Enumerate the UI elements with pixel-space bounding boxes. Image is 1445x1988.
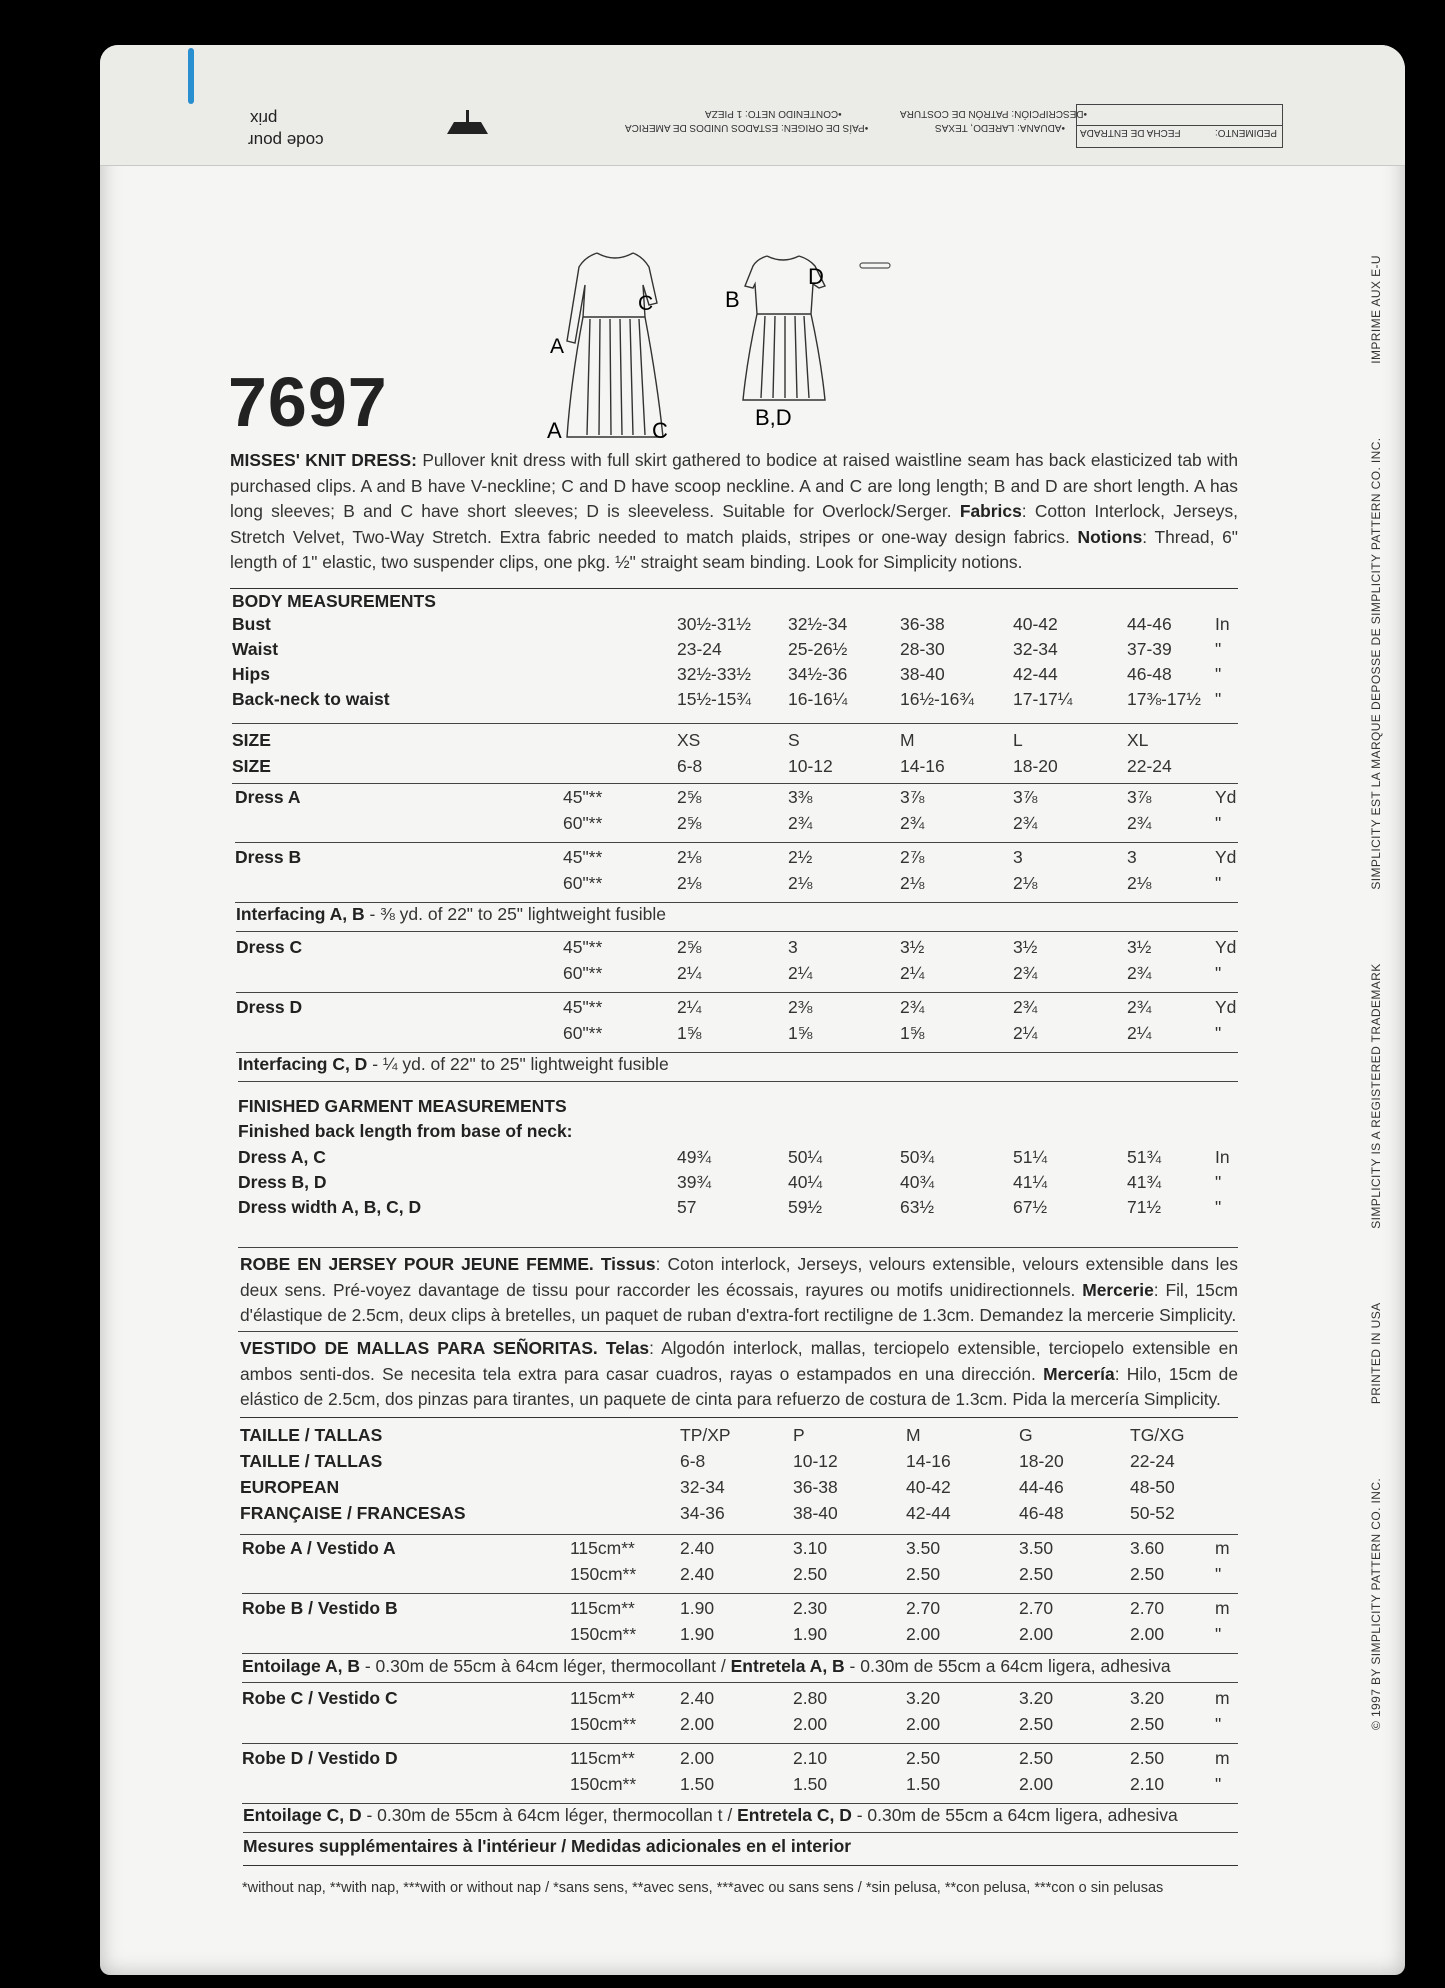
unit: Yd <box>1215 997 1237 1017</box>
interfacing-cd <box>238 1054 669 1075</box>
cell-value: 6-8 <box>680 1451 706 1471</box>
cell-value: P <box>793 1425 805 1445</box>
metric-label: Robe C / Vestido C <box>242 1688 398 1708</box>
divider-line <box>242 1682 1238 1683</box>
cell-value: 1.90 <box>680 1598 715 1618</box>
cell-value: 3 <box>1127 847 1137 867</box>
unit: In <box>1215 1147 1230 1167</box>
cell-value: 2.70 <box>1019 1598 1054 1618</box>
body-row-label: Back-neck to waist <box>232 689 390 709</box>
cell-value: 34-36 <box>680 1503 725 1523</box>
cell-value: XL <box>1127 730 1149 750</box>
notions-label: Notions <box>1077 526 1143 547</box>
cell-value: 2⅜ <box>788 997 813 1017</box>
divider-line <box>242 1593 1238 1594</box>
cell-value: 36-38 <box>900 614 945 634</box>
body-row-label: Waist <box>232 639 279 659</box>
cell-value: 32½-34 <box>788 614 848 634</box>
unit: Yd <box>1215 787 1237 807</box>
cell-value: 18-20 <box>1013 756 1058 776</box>
cell-value: 3.50 <box>906 1538 941 1558</box>
french-description <box>240 1252 1238 1329</box>
cell-value: 2⅛ <box>677 873 702 893</box>
cell-value: 14-16 <box>906 1451 951 1471</box>
cell-value: 50¾ <box>900 1147 935 1167</box>
cell-value: 2¾ <box>1127 963 1152 983</box>
body-row-label: Hips <box>232 664 270 684</box>
cell-value: 3½ <box>1127 937 1152 957</box>
cell-value: 46-48 <box>1127 664 1172 684</box>
fabric-width: 60"** <box>563 873 603 893</box>
cell-value: 2.50 <box>793 1564 828 1584</box>
cell-value: 3½ <box>900 937 925 957</box>
unit: Yd <box>1215 937 1237 957</box>
cell-value: 2½ <box>788 847 813 867</box>
divider-line <box>243 1832 1238 1833</box>
cell-value: 6-8 <box>677 756 703 776</box>
unit: " <box>1215 689 1222 709</box>
unit: m <box>1215 1598 1230 1618</box>
cell-value: 50-52 <box>1130 1503 1175 1523</box>
cell-value: 2.50 <box>1130 1748 1165 1768</box>
unit: m <box>1215 1538 1230 1558</box>
cell-value: 2.10 <box>793 1748 828 1768</box>
cell-value: 36-38 <box>793 1477 838 1497</box>
cell-value: 40¾ <box>900 1172 935 1192</box>
yardage-label: Dress C <box>236 937 303 957</box>
divider-line <box>235 842 1238 843</box>
cell-value: 2¼ <box>1127 1023 1152 1043</box>
cell-value: 2¾ <box>1013 963 1038 983</box>
metric-label: Robe D / Vestido D <box>242 1748 398 1768</box>
cell-value: 3.20 <box>1019 1688 1054 1708</box>
unit: " <box>1215 1624 1222 1644</box>
cell-value: 2.00 <box>1130 1624 1165 1644</box>
fabric-width: 150cm** <box>570 1774 637 1794</box>
cell-value: 2.00 <box>1019 1624 1054 1644</box>
fabric-width: 45"** <box>563 937 603 957</box>
spanish-merceria-text: : Hilo, 15cm de elástico de 2.5cm, dos pinzas para tirantes, un paquete de cinta para refuerzo de costura de 1.3cm. Pida la mercería Simplicity. <box>240 1363 1238 1409</box>
cell-value: 2¾ <box>1127 813 1152 833</box>
cell-value: 3⅞ <box>1013 787 1038 807</box>
cell-value: 23-24 <box>677 639 722 659</box>
unit: m <box>1215 1688 1230 1708</box>
cell-value: 46-48 <box>1019 1503 1064 1523</box>
taille-row-label: FRANÇAISE / FRANCESAS <box>240 1503 466 1523</box>
cell-value: 41¾ <box>1127 1172 1162 1192</box>
divider-line <box>238 1081 1238 1082</box>
cell-value: 22-24 <box>1130 1451 1175 1471</box>
cell-value: L <box>1013 730 1023 750</box>
french-mercerie-text: : Fil, 15cm d'élastique de 2.5cm, deux clips à bretelles, un paquet de ruban d'extra-fort rectiligne de 1.3cm. Demandez la mercerie Simplicity. <box>240 1279 1239 1325</box>
cell-value: 38-40 <box>793 1503 838 1523</box>
flap-aduana: •ADUANA: LAREDO, TEXAS <box>935 122 1066 133</box>
interfacing-cd-label: Interfacing C, D <box>238 1054 368 1074</box>
divider-line <box>235 902 1238 903</box>
cell-value: 22-24 <box>1127 756 1172 776</box>
spanish-telas-text: : Algodón interlock, mallas, terciopelo extensible, terciopelo extensible en ambos senti-dos. Se necesita tela extra para casar cuadros, rayas o estampados en una dirección. <box>240 1338 1238 1384</box>
entretela-cd-label: Entretela C, D <box>737 1805 852 1825</box>
cell-value: 2¼ <box>677 963 702 983</box>
unit: " <box>1215 813 1222 833</box>
cell-value: 3½ <box>1013 937 1038 957</box>
french-title: ROBE EN JERSEY POUR JEUNE FEMME. <box>240 1254 594 1274</box>
cell-value: 59½ <box>788 1197 823 1217</box>
cell-value: 18-20 <box>1019 1451 1064 1471</box>
spanish-telas-label: Telas <box>605 1338 650 1358</box>
cell-value: 2⅝ <box>677 937 702 957</box>
flap-descripcion: •DESCRIPCIÓN: PATRÓN DE COSTURA <box>900 108 1088 119</box>
cell-value: 34½-36 <box>788 664 848 684</box>
spanish-description <box>240 1336 1238 1413</box>
unit: m <box>1215 1748 1230 1768</box>
cell-value: 2.50 <box>906 1564 941 1584</box>
spanish-title: VESTIDO DE MALLAS PARA SEÑORITAS. <box>240 1338 598 1358</box>
entretela-cd-text: - 0.30m de 55cm a 64cm ligera, adhesiva <box>851 1805 1178 1825</box>
cell-value: 2.70 <box>1130 1598 1165 1618</box>
cell-value: 2¾ <box>1127 997 1152 1017</box>
taille-row-label: TAILLE / TALLAS <box>240 1425 383 1445</box>
cell-value: 2.40 <box>680 1688 715 1708</box>
size-row-label: SIZE <box>232 756 271 776</box>
divider-line <box>232 723 1238 724</box>
cell-value: 49¾ <box>677 1147 712 1167</box>
cell-value: 2¾ <box>788 813 813 833</box>
divider-line <box>236 1052 1238 1053</box>
flap-contenido: •CONTENIDO NETO: 1 PIEZA <box>705 108 842 119</box>
cell-value: 39¾ <box>677 1172 712 1192</box>
cell-value: 3⅞ <box>900 787 925 807</box>
sketch-label-d1: D <box>808 264 824 289</box>
fabrics-text: : Cotton Interlock, Jerseys, Stretch Velvet, Two-Way Stretch. Extra fabric needed to match plaids, stripes or one-way design fabrics. <box>230 501 1238 547</box>
cell-value: 2⅛ <box>788 873 813 893</box>
cell-value: 3.10 <box>793 1538 828 1558</box>
fabric-width: 115cm** <box>570 1748 635 1768</box>
entoilage-cd-text: - 0.30m de 55cm à 64cm léger, thermocollan t / <box>361 1805 738 1825</box>
cell-value: 2⅛ <box>1127 873 1152 893</box>
cell-value: 51¼ <box>1013 1147 1048 1167</box>
side-imprime: IMPRIME AUX E-U <box>1369 255 1383 364</box>
divider-line <box>232 783 1238 784</box>
cell-value: 25-26½ <box>788 639 848 659</box>
size-row-label: SIZE <box>232 730 271 750</box>
fabric-width: 45"** <box>563 847 603 867</box>
cell-value: 2⅞ <box>900 847 925 867</box>
cell-value: 2¾ <box>900 997 925 1017</box>
entoilage-ab <box>242 1656 1171 1677</box>
cell-value: TG/XG <box>1130 1425 1185 1445</box>
finished-subtitle: Finished back length from base of neck: <box>238 1121 573 1141</box>
fabric-width: 150cm** <box>570 1714 637 1734</box>
sketch-label-c2: C <box>652 418 668 443</box>
cell-value: 14-16 <box>900 756 945 776</box>
cell-value: M <box>900 730 915 750</box>
cell-value: 2.50 <box>906 1748 941 1768</box>
cell-value: 37-39 <box>1127 639 1172 659</box>
cell-value: 51¾ <box>1127 1147 1162 1167</box>
cell-value: 42-44 <box>906 1503 951 1523</box>
interfacing-ab-label: Interfacing A, B <box>236 904 365 924</box>
cell-value: 1⅝ <box>900 1023 925 1043</box>
cell-value: G <box>1019 1425 1033 1445</box>
unit: In <box>1215 614 1230 634</box>
cell-value: 2.50 <box>1130 1564 1165 1584</box>
cell-value: 2.30 <box>793 1598 828 1618</box>
taille-row-label: TAILLE / TALLAS <box>240 1451 383 1471</box>
finished-row-label: Dress width A, B, C, D <box>238 1197 422 1217</box>
cell-value: 41¼ <box>1013 1172 1048 1192</box>
sketch-label-b1: B <box>725 287 740 312</box>
spanish-merceria-label: Mercería <box>1043 1363 1115 1384</box>
pattern-number: 7697 <box>228 363 388 441</box>
cell-value: TP/XP <box>680 1425 731 1445</box>
metric-label: Robe A / Vestido A <box>242 1538 396 1558</box>
unit: " <box>1215 664 1222 684</box>
cell-value: 3.20 <box>906 1688 941 1708</box>
description-text: Pullover knit dress with full skirt gathered to bodice at raised waistline seam has back elasticized tab with purchased clips. A and B have V-neckline; C and D have scoop neckline. A and C are long length; B and D are short length. A has long sleeves; B and C have short sleeves; D is sleeveless. Suitable for Overlock/Serger. <box>230 450 1239 521</box>
side-copyright: © 1997 BY SIMPLICITY PATTERN CO. INC. <box>1369 1477 1383 1730</box>
fabric-width: 45"** <box>563 787 603 807</box>
entoilage-ab-label: Entoilage A, B <box>242 1656 360 1676</box>
cell-value: 2.80 <box>793 1688 828 1708</box>
cell-value: 10-12 <box>793 1451 838 1471</box>
interfacing-ab <box>236 904 666 925</box>
cell-value: 2¾ <box>1013 997 1038 1017</box>
divider-line <box>240 1417 1238 1418</box>
cell-value: 3⅞ <box>1127 787 1152 807</box>
cell-value: 1.50 <box>793 1774 828 1794</box>
divider-line <box>236 992 1238 993</box>
fabrics-label: Fabrics <box>959 501 1022 521</box>
fabric-width: 45"** <box>563 997 603 1017</box>
cell-value: 1.90 <box>793 1624 828 1644</box>
cell-value: 2¼ <box>900 963 925 983</box>
cell-value: 2.00 <box>906 1624 941 1644</box>
cell-value: 3.60 <box>1130 1538 1165 1558</box>
cell-value: S <box>788 730 800 750</box>
unit: " <box>1215 1197 1222 1217</box>
finished-row-label: Dress B, D <box>238 1172 327 1192</box>
footnote: *without nap, **with nap, ***with or without nap / *sans sens, **avec sens, ***avec ou sans sens / *sin pelusa, **con pelusa, ***con o sin pelusas <box>242 1880 1164 1896</box>
cell-value: 2.50 <box>1019 1564 1054 1584</box>
cell-value: 40-42 <box>1013 614 1058 634</box>
cell-value: 2.40 <box>680 1564 715 1584</box>
yardage-label: Dress B <box>235 847 302 867</box>
entretela-ab-text: - 0.30m de 55cm a 64cm ligera, adhesiva <box>844 1656 1171 1676</box>
cell-value: 3 <box>788 937 798 957</box>
cell-value: 67½ <box>1013 1197 1048 1217</box>
fabric-width: 60"** <box>563 963 603 983</box>
cell-value: 2.00 <box>1019 1774 1054 1794</box>
cell-value: 3⅜ <box>788 787 813 807</box>
cell-value: 42-44 <box>1013 664 1058 684</box>
cell-value: 2.50 <box>1130 1714 1165 1734</box>
cell-value: 17⅜-17½ <box>1127 689 1201 709</box>
unit: " <box>1215 1023 1222 1043</box>
cell-value: 2¾ <box>1013 813 1038 833</box>
additional-measurements-note: Mesures supplémentaires à l'intérieur / Medidas adicionales en el interior <box>243 1836 852 1856</box>
divider-line <box>242 1653 1238 1654</box>
divider-line <box>236 931 1238 932</box>
cell-value: 17-17¼ <box>1013 689 1073 709</box>
cell-value: 44-46 <box>1127 614 1172 634</box>
cell-value: 40¼ <box>788 1172 823 1192</box>
description-title: MISSES' KNIT DRESS: <box>230 450 417 470</box>
cell-value: 1.90 <box>680 1624 715 1644</box>
cell-value: 32½-33½ <box>677 664 751 684</box>
cell-value: 2⅝ <box>677 787 702 807</box>
notions-text: : Thread, 6" length of 1" elastic, two suspender clips, one pkg. ½" straight seam binding. Look for Simplicity notions. <box>230 526 1238 572</box>
cell-value: 2¼ <box>788 963 813 983</box>
cell-value: 2⅛ <box>1013 873 1038 893</box>
dress-b-d-sketch <box>725 250 845 420</box>
fabric-width: 60"** <box>563 813 603 833</box>
cell-value: 32-34 <box>680 1477 725 1497</box>
sketch-label-bd: B,D <box>755 405 792 430</box>
dress-a-c-sketch <box>545 245 685 445</box>
cell-value: 2¼ <box>1013 1023 1038 1043</box>
cell-value: 57 <box>677 1197 697 1217</box>
cell-value: 3.50 <box>1019 1538 1054 1558</box>
cell-value: 50¼ <box>788 1147 823 1167</box>
cell-value: 16½-16¾ <box>900 689 974 709</box>
cell-value: 2.00 <box>793 1714 828 1734</box>
cell-value: 2.40 <box>680 1538 715 1558</box>
french-tissus-label: Tissus <box>600 1254 656 1274</box>
interfacing-cd-text: - ¼ yd. of 22" to 25" lightweight fusible <box>367 1054 669 1074</box>
unit: " <box>1215 639 1222 659</box>
cell-value: 1.50 <box>906 1774 941 1794</box>
cell-value: 63½ <box>900 1197 935 1217</box>
side-trademark-fr: SIMPLICITY EST LA MARQUE DEPOSSE DE SIMPLICITY PATTERN CO. INC. <box>1369 437 1383 890</box>
cell-value: 2.00 <box>680 1748 715 1768</box>
cell-value: M <box>906 1425 921 1445</box>
sketch-label-a2: A <box>547 418 562 443</box>
unit: " <box>1215 1564 1222 1584</box>
cell-value: 32-34 <box>1013 639 1058 659</box>
cell-value: 2⅝ <box>677 813 702 833</box>
unit: " <box>1215 963 1222 983</box>
interfacing-ab-text: - ⅜ yd. of 22" to 25" lightweight fusible <box>364 904 667 924</box>
side-printed: PRINTED IN USA <box>1369 1302 1383 1405</box>
cell-value: 1.50 <box>680 1774 715 1794</box>
yardage-label: Dress D <box>236 997 303 1017</box>
divider-line <box>230 588 1238 589</box>
divider-line <box>240 1534 1238 1535</box>
cell-value: 38-40 <box>900 664 945 684</box>
cell-value: 2⅛ <box>677 847 702 867</box>
cell-value: 71½ <box>1127 1197 1162 1217</box>
cell-value: 3 <box>1013 847 1023 867</box>
flap-pedimento: PEDIMENTO: <box>1215 127 1278 138</box>
sketch-label-a1: A <box>550 335 565 358</box>
cell-value: 10-12 <box>788 756 833 776</box>
cell-value: 40-42 <box>906 1477 951 1497</box>
flap-prix: prix <box>250 109 278 128</box>
fabric-width: 60"** <box>563 1023 603 1043</box>
entoilage-cd <box>243 1805 1178 1826</box>
unit: " <box>1215 1774 1222 1794</box>
unit: " <box>1215 1714 1222 1734</box>
cell-value: 1⅝ <box>788 1023 813 1043</box>
cell-value: 44-46 <box>1019 1477 1064 1497</box>
fabric-width: 115cm** <box>570 1688 635 1708</box>
cell-value: 2.50 <box>1019 1748 1054 1768</box>
entoilage-ab-text: - 0.30m de 55cm à 64cm léger, thermocollant / <box>359 1656 731 1676</box>
cell-value: 28-30 <box>900 639 945 659</box>
flap-code-pour: code pour <box>248 131 324 150</box>
divider-line <box>242 1803 1238 1804</box>
cell-value: 30½-31½ <box>677 614 751 634</box>
french-tissus-text: : Coton interlock, Jerseys, velours extensible, velours extensible dans les deux sens. Pré-voyez davantage de tissu pour raccorder les écossais, rayures ou motifs unidirectionnels. <box>240 1254 1238 1300</box>
side-trademark-en: SIMPLICITY IS A REGISTERED TRADEMARK <box>1369 963 1383 1229</box>
cell-value: 2¼ <box>677 997 702 1017</box>
sketch-label-c1: C <box>638 292 654 315</box>
cell-value: 3.20 <box>1130 1688 1165 1708</box>
flap-fecha: FECHA DE ENTRADA <box>1080 127 1181 138</box>
body-measurements-title: BODY MEASUREMENTS <box>232 591 436 611</box>
unit: " <box>1215 873 1222 893</box>
cell-value: 15½-15¾ <box>677 689 751 709</box>
cell-value: 2¾ <box>900 813 925 833</box>
entoilage-cd-label: Entoilage C, D <box>243 1805 362 1825</box>
metric-label: Robe B / Vestido B <box>242 1598 398 1618</box>
fabric-width: 150cm** <box>570 1624 637 1644</box>
cell-value: 2⅛ <box>900 873 925 893</box>
fabric-width: 150cm** <box>570 1564 637 1584</box>
divider-line <box>238 1331 1238 1332</box>
finished-title: FINISHED GARMENT MEASUREMENTS <box>238 1096 567 1116</box>
fabric-width: 115cm** <box>570 1538 635 1558</box>
pattern-description <box>230 448 1238 576</box>
flap-pais: •PAÍS DE ORIGEN: ESTADOS UNIDOS DE AMERICA <box>625 122 869 133</box>
unit: " <box>1215 1172 1222 1192</box>
clip-icon <box>858 260 892 272</box>
fabric-width: 115cm** <box>570 1598 635 1618</box>
finished-row-label: Dress A, C <box>238 1147 326 1167</box>
cell-value: 1⅝ <box>677 1023 702 1043</box>
unit: Yd <box>1215 847 1237 867</box>
french-mercerie-label: Mercerie <box>1082 1279 1154 1300</box>
cell-value: 2.00 <box>906 1714 941 1734</box>
body-row-label: Bust <box>232 614 271 634</box>
cell-value: 48-50 <box>1130 1477 1175 1497</box>
cell-value: XS <box>677 730 701 750</box>
divider-line <box>243 1865 1238 1866</box>
cell-value: 2.10 <box>1130 1774 1165 1794</box>
divider-line <box>242 1743 1238 1744</box>
yardage-label: Dress A <box>235 787 301 807</box>
cell-value: 2.00 <box>680 1714 715 1734</box>
divider-line <box>238 1247 1238 1248</box>
cell-value: 2.50 <box>1019 1714 1054 1734</box>
entretela-ab-label: Entretela A, B <box>730 1656 845 1676</box>
taille-row-label: EUROPEAN <box>240 1477 340 1497</box>
cell-value: 2.70 <box>906 1598 941 1618</box>
cell-value: 16-16¼ <box>788 689 848 709</box>
